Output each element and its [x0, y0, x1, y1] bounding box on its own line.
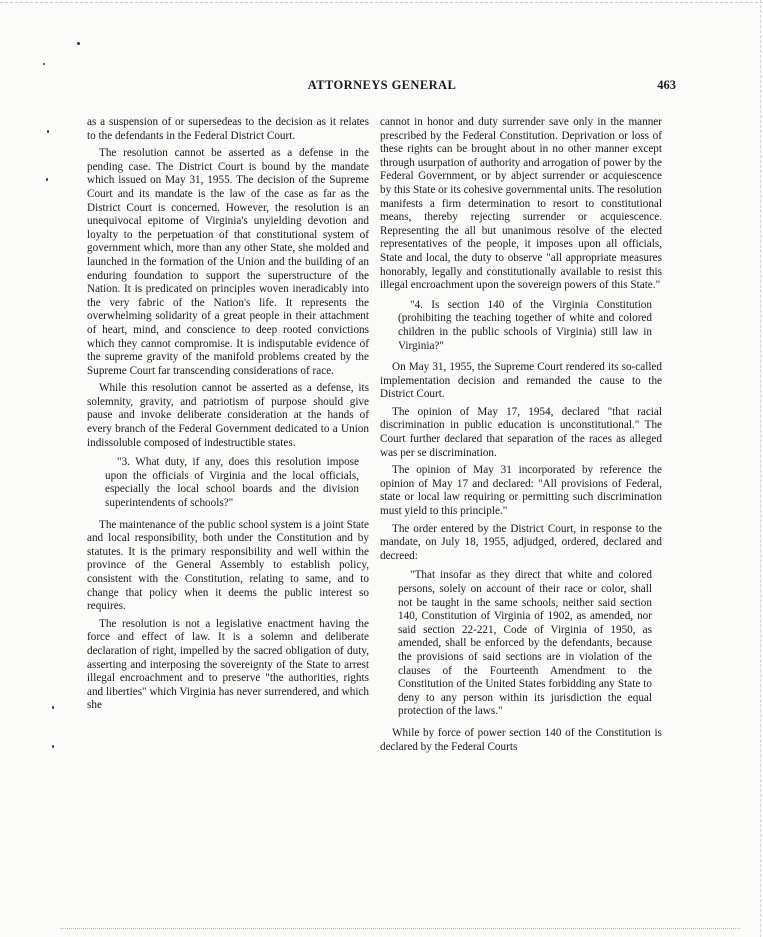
scan-speck — [52, 706, 54, 709]
paragraph: While by force of power section 140 of the Constitution is declared by the Federal Courts — [380, 726, 662, 753]
paragraph: While this resolution cannot be asserted as a defense, its solemnity, gravity, and patriotism of purpose should give pause and invoke deliberate consideration at the hands of every branch of the Federal Government dedicated to a Union indissoluble composed of indestructible states. — [87, 382, 369, 449]
left-column — [87, 116, 369, 717]
question-quote: "4. Is section 140 of the Virginia Constitution (prohibiting the teaching together of white and colored children in the public schools of Virginia) still law in Virginia?" — [398, 298, 652, 352]
page-number: 463 — [657, 78, 676, 92]
top-scan-edge — [0, 2, 763, 3]
paragraph: The resolution cannot be asserted as a defense in the pending case. The District Court is bound by the mandate which issued on May 31, 1955. The decision of the Supreme Court and its mandate is the law of the case as far as the District Court is concerned. However, the resolution is an unequivocal epitome of Virginia's unyielding devotion and loyalty to the perpetuation of that constitutional system of government which, more than any other State, she molded and launched in the formation of the Union and the building of an enduring foundation to support the superstructure of the Nation. It is predicated on principles woven ineradicably into the very fabric of the Nation's life. It represents the overwhelming solidarity of a great people in their attachment of heart, mind, and conscience to deep rooted convictions which they cannot compromise. It is indisputable evidence of the supreme gravity of the manifold problems created by the Supreme Court far transcending considerations of race. — [87, 147, 369, 377]
right-column — [380, 116, 662, 758]
paragraph: The resolution is not a legislative enactment having the force and effect of law. It is a solemn and deliberate declaration of right, impelled by the sacred obligation of duty, asserting and interposing the sovereignty of the State to arrest illegal encroachment and to preserve "the authorities, rights and liberties" which Virginia has never surrendered, and which she — [87, 617, 369, 712]
paragraph: as a suspension of or supersedeas to the decision as it relates to the defendants in the Federal District Court. — [87, 116, 369, 142]
scan-speck — [47, 130, 49, 133]
scan-speck — [77, 42, 80, 45]
court-order-quote: "That insofar as they direct that white and colored persons, solely on account of their race or color, shall not be taught in the same schools, neither said section 140, Constitution of Virginia of 1902, as amended, nor said section 22-221, Code of Virginia of 1950, as amended, shall be enforced by the defendants, because the provisions of said sections are in violation of the clauses of the Fourteenth Amendment to the Constitution of the United States forbidding any State to deny to any person within its jurisdiction the equal protection of the laws." — [398, 569, 652, 718]
bottom-scan-edge — [60, 928, 740, 929]
paragraph: The opinion of May 17, 1954, declared "that racial discrimination in public education is unconstitutional." The Court further declared that separation of the races as alleged was per se discrimination. — [380, 405, 662, 459]
right-scan-edge — [760, 0, 761, 937]
scan-speck — [52, 745, 54, 748]
scan-speck — [43, 63, 45, 65]
running-head: ATTORNEYS GENERAL — [307, 78, 457, 92]
paragraph: The opinion of May 31 incorporated by reference the opinion of May 17 and declared: "All provisions of Federal, state or local law requiring or permitting such discrimination must yield to this principle." — [380, 464, 662, 518]
page-header — [88, 78, 676, 96]
paragraph: cannot in honor and duty surrender save only in the manner prescribed by the Federal Constitution. Deprivation or loss of these rights can be brought about in no other manner except through usurpation of authority and arrogation of power by the Federal Government, or by abject surrender or acquiescence by this State or its cohesive governmental units. The resolution manifests a firm determination to resort to constitutional means, thereby rejecting surrender or acquiescence. Representing the all but unanimous resolve of the elected representatives of the people, it imposes upon all officials, State and local, the duty to observe "all appropriate measures honorably, legally and constitutionally available to resist this illegal encroachment upon the sovereign powers of this State." — [380, 116, 662, 292]
paragraph: The maintenance of the public school system is a joint State and local responsibility, both under the Constitution and by statutes. It is the primary responsibility and well within the province of the General Assembly to establish policy, consistent with the Constitution, relating to same, and to change that policy when it deems the public interest so requires. — [87, 518, 369, 613]
paragraph: The order entered by the District Court, in response to the mandate, on July 18, 1955, adjudged, ordered, declared and decreed: — [380, 522, 662, 562]
scan-speck — [46, 178, 48, 181]
paragraph: On May 31, 1955, the Supreme Court rendered its so-called implementation decision and remanded the cause to the District Court. — [380, 361, 662, 401]
question-quote: "3. What duty, if any, does this resolution impose upon the officials of Virginia and the local officials, especially the local school boards and the division superintendents of schools?" — [105, 456, 359, 510]
